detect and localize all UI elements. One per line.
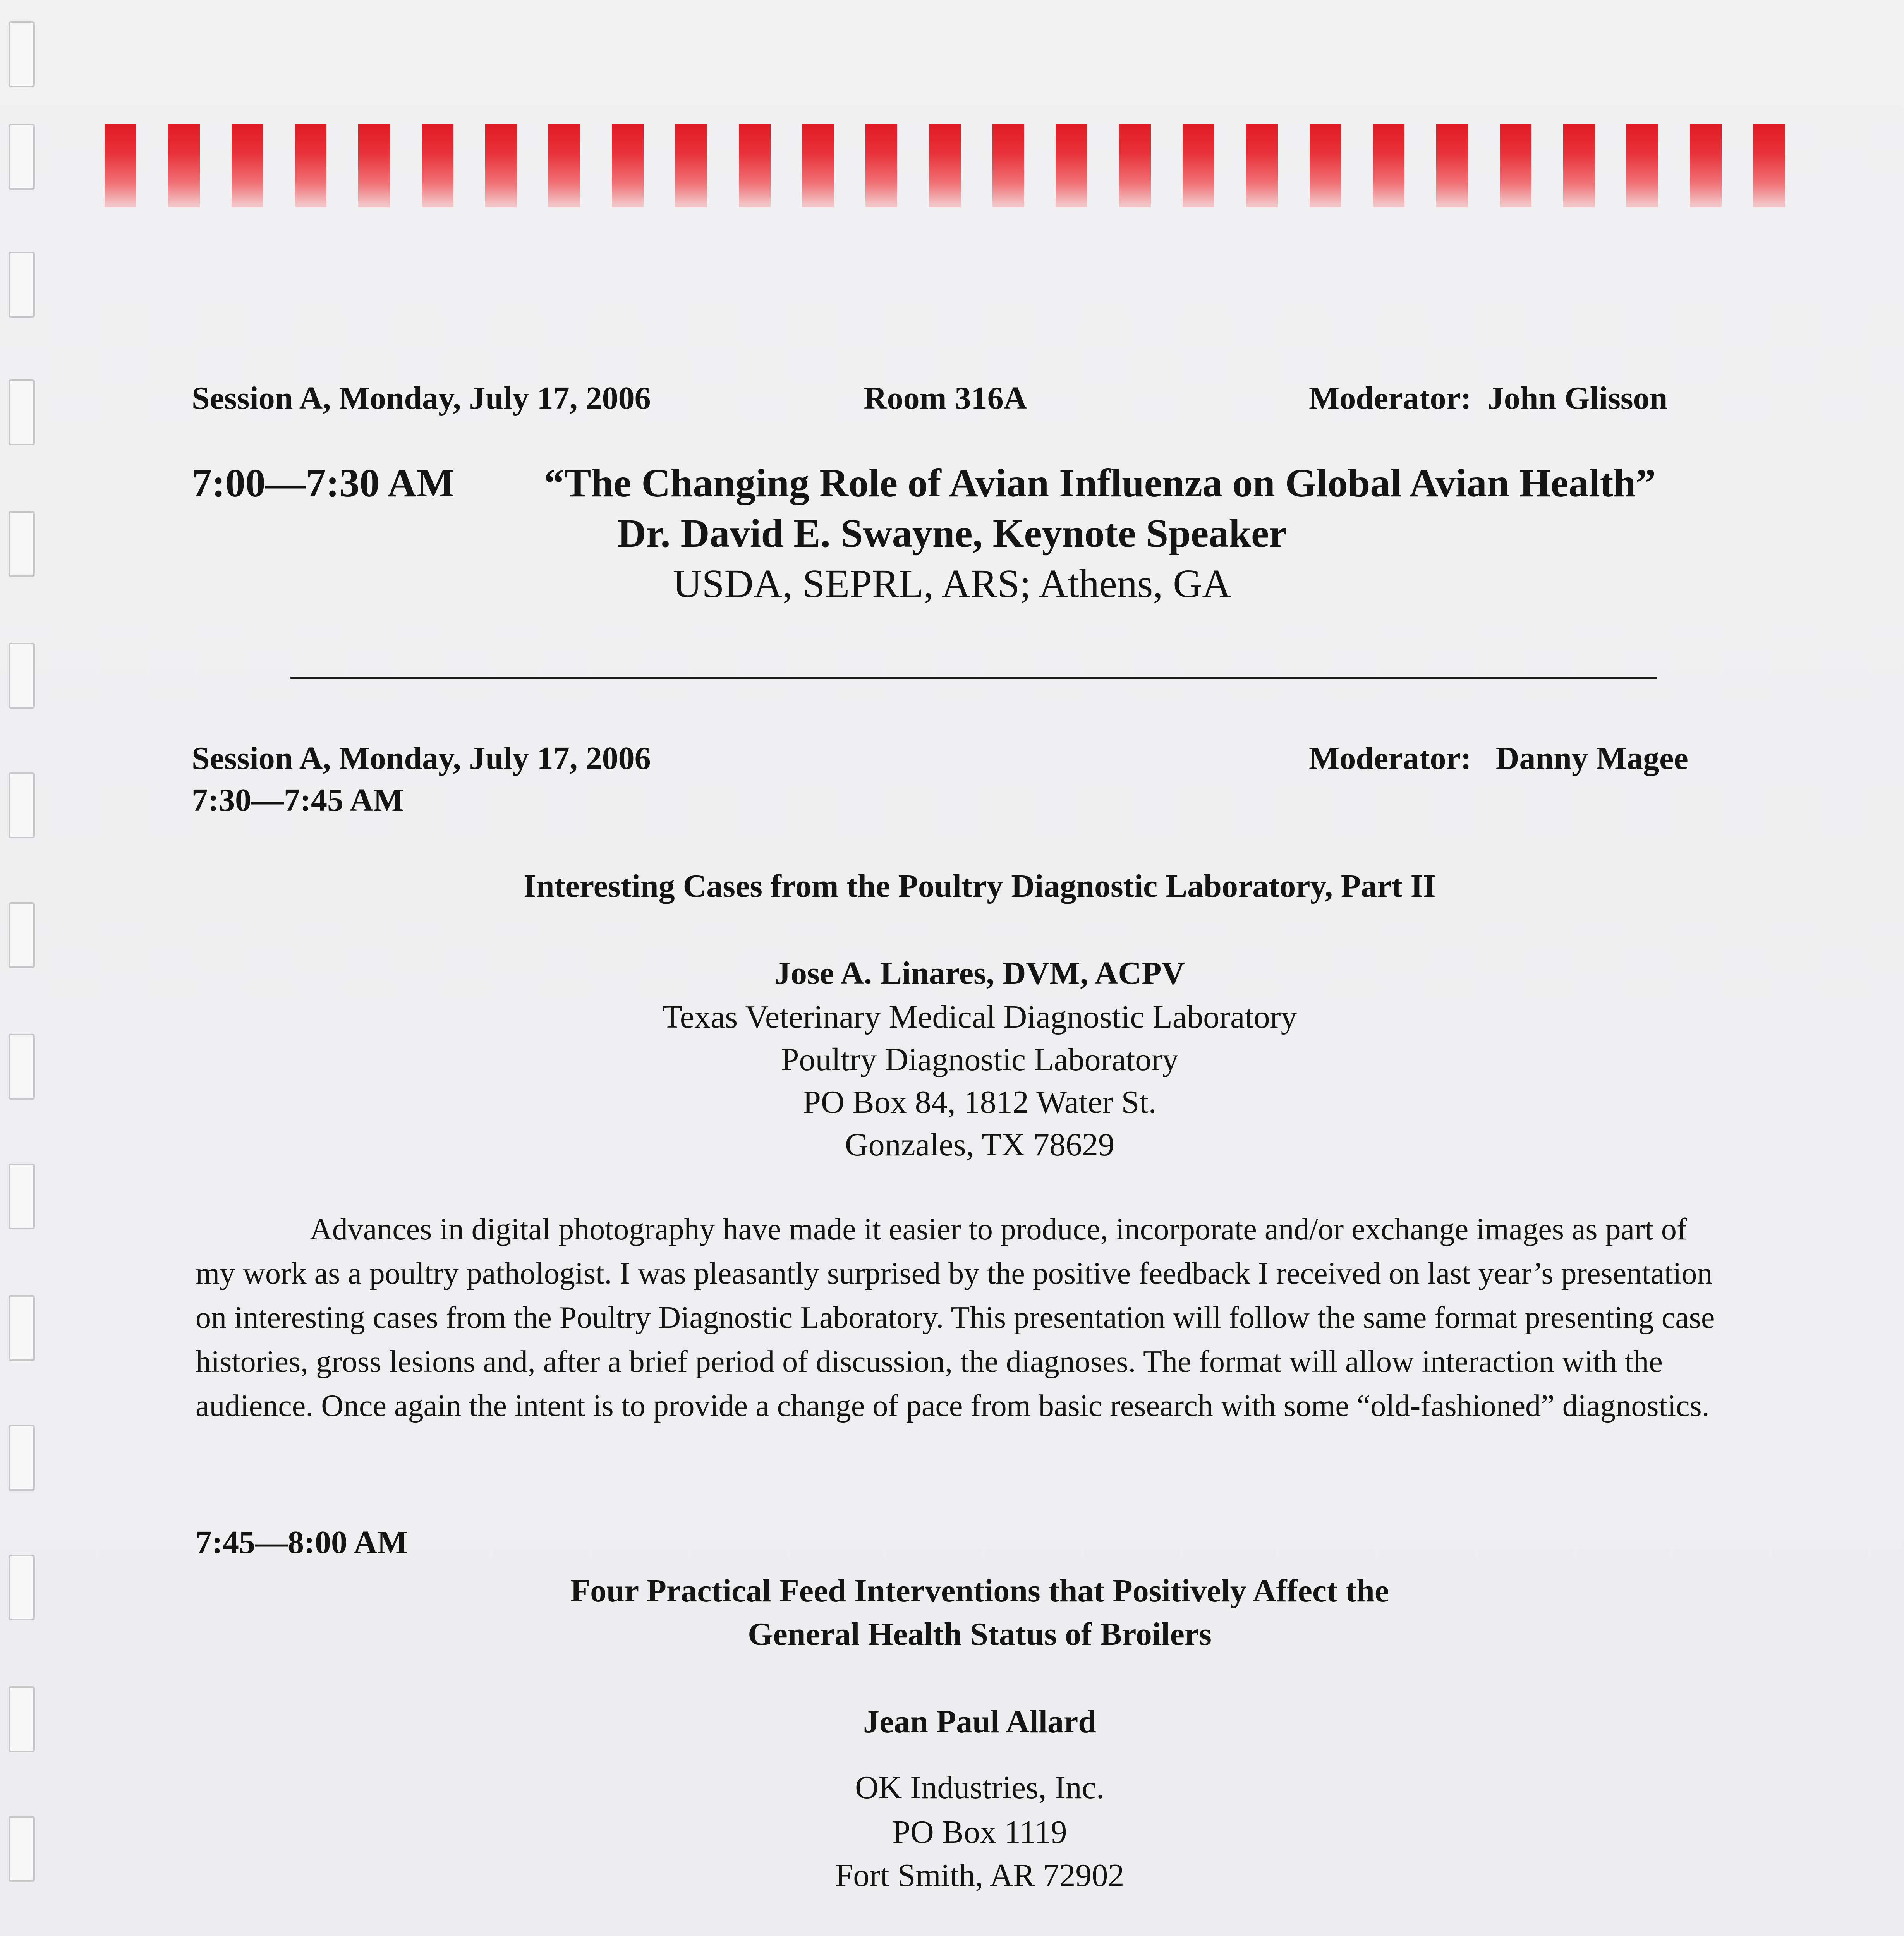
binder-hole [9, 379, 35, 445]
talk1-address-line: PO Box 84, 1812 Water St. [803, 1084, 1157, 1120]
session1-time: 7:00—7:30 AM [192, 461, 455, 505]
banner-stripe [739, 124, 771, 207]
banner-stripe [1563, 124, 1595, 207]
banner-stripe [1246, 124, 1278, 207]
keynote-affiliation: USDA, SEPRL, ARS; Athens, GA [673, 561, 1231, 606]
session1-moderator [1309, 379, 1667, 417]
moderator-name: Danny Magee [1495, 740, 1688, 776]
binder-hole [9, 772, 35, 838]
banner-stripe [1436, 124, 1468, 207]
binder-hole [9, 21, 35, 87]
talk2-title-line2: General Health Status of Broilers [748, 1616, 1212, 1652]
banner-stripe [1183, 124, 1214, 207]
banner-stripe [675, 124, 707, 207]
banner-stripe [548, 124, 580, 207]
talk1-abstract: Advances in digital photography have made it easier to produce, incorporate and/or exchange images as part of my work as a poultry pathologist. I was pleasantly surprised by the positive feedback I received on last year’s presentation on interesting cases from the Poultry Diagnostic Laboratory. This presentation will follow the same format presenting case histories, gross lesions and, after a brief period of discussion, the diagnoses. The format will allow interaction with the audience. Once again the intent is to provide a change of pace from basic research with some “old-fashioned” diagnostics. [196, 1212, 1715, 1423]
moderator-label: Moderator: [1309, 740, 1471, 776]
banner-stripe [1373, 124, 1404, 207]
binder-hole [9, 252, 35, 318]
talk2-time: 7:45—8:00 AM [196, 1524, 408, 1560]
keynote-speaker: Dr. David E. Swayne, Keynote Speaker [617, 511, 1287, 556]
binder-hole [9, 1295, 35, 1361]
banner-stripe [1500, 124, 1531, 207]
divider-line [290, 677, 1657, 679]
binder-hole [9, 643, 35, 709]
banner-stripe [1626, 124, 1658, 207]
session1-room: Room 316A [864, 380, 1027, 416]
banner-stripe [232, 124, 263, 207]
session2-label: Session A, Monday, July 17, 2006 [192, 740, 651, 776]
banner-stripe [865, 124, 897, 207]
banner-stripe [992, 124, 1024, 207]
banner-stripe [612, 124, 644, 207]
banner-stripe [485, 124, 517, 207]
talk1-title: Interesting Cases from the Poultry Diagnostic Laboratory, Part II [524, 868, 1436, 904]
binder-hole [9, 1164, 35, 1229]
talk1-address-line: Gonzales, TX 78629 [845, 1127, 1114, 1163]
moderator-label: Moderator: [1309, 380, 1471, 416]
talk1-address-line: Texas Veterinary Medical Diagnostic Laboratory [662, 999, 1297, 1035]
talk2-author: Jean Paul Allard [863, 1704, 1097, 1740]
striped-banner [105, 124, 1785, 207]
banner-stripe [929, 124, 961, 207]
talk1-address-line: Poultry Diagnostic Laboratory [781, 1042, 1179, 1078]
banner-stripe [1753, 124, 1785, 207]
talk2-address-line: OK Industries, Inc. [855, 1770, 1104, 1806]
banner-stripe [1056, 124, 1087, 207]
banner-stripe [1119, 124, 1151, 207]
talk2-address-line: Fort Smith, AR 72902 [835, 1857, 1125, 1893]
banner-stripe [802, 124, 834, 207]
banner-stripe [358, 124, 390, 207]
banner-stripe [295, 124, 326, 207]
binder-hole [9, 1425, 35, 1491]
talk1-author: Jose A. Linares, DVM, ACPV [774, 955, 1185, 991]
session1-label: Session A, Monday, July 17, 2006 [192, 380, 651, 416]
banner-stripe [422, 124, 453, 207]
talk2-address-line: PO Box 1119 [892, 1814, 1067, 1850]
talk1-time: 7:30—7:45 AM [192, 782, 404, 818]
keynote-title: “The Changing Role of Avian Influenza on Global Avian Health” [544, 461, 1656, 505]
talk2-title-line1: Four Practical Feed Interventions that Positively Affect the [570, 1573, 1389, 1609]
banner-stripe [168, 124, 200, 207]
binder-hole [9, 124, 35, 190]
banner-stripe [105, 124, 136, 207]
banner-stripe [1310, 124, 1341, 207]
moderator-name: John Glisson [1487, 380, 1668, 416]
session2-moderator [1309, 740, 1688, 777]
banner-stripe [1690, 124, 1722, 207]
